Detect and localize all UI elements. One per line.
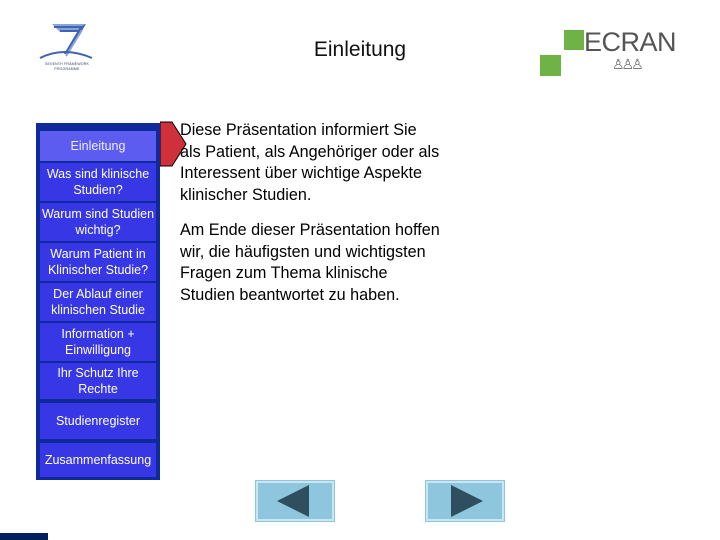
intro-paragraph: Diese Präsentation informiert Sie als Patient, als Angehöriger oder als Interessent über wichtige Aspekte klinischer Studien.	[180, 121, 440, 204]
sidebar-item-zusammenfassung[interactable]: Zusammenfassung	[40, 443, 156, 477]
ecran-logo	[540, 27, 677, 82]
page-title: Einleitung	[313, 38, 407, 61]
ecran-square-large	[564, 30, 584, 50]
next-button[interactable]	[425, 480, 505, 522]
content-text	[180, 120, 440, 320]
sidebar-item-was-sind-klinische-studien[interactable]: Was sind klinische Studien?	[40, 163, 156, 201]
ecran-square-small	[540, 55, 561, 76]
sidebar-item-studienregister[interactable]: Studienregister	[40, 403, 156, 439]
people-figures-icon: ♙♙♙	[612, 56, 641, 72]
sidebar-item-ablauf[interactable]: Der Ablauf einer klinischen Studie	[40, 283, 156, 321]
corner-bar	[0, 533, 48, 540]
triangle-right-icon	[425, 480, 505, 522]
sidebar-item-einleitung[interactable]: Einleitung	[40, 131, 156, 161]
closing-paragraph: Am Ende dieser Präsentation hoffen wir, die häufigsten und wichtigsten Fragen zum Thema klinische Studien beantwortet zu haben.	[180, 221, 440, 304]
sidebar-item-warum-patient[interactable]: Warum Patient in Klinischer Studie?	[40, 243, 156, 281]
fp7-caption: SEVENTH FRAMEWORK PROGRAMME	[44, 62, 90, 71]
triangle-left-icon	[255, 480, 335, 522]
sidebar-item-information-einwilligung[interactable]: Information + Einwilligung	[40, 323, 156, 361]
ecran-logo-text: ECRAN	[584, 27, 677, 57]
sidebar-item-warum-sind-studien-wichtig[interactable]: Warum sind Studien wichtig?	[40, 203, 156, 241]
sidebar-nav	[36, 123, 160, 480]
sidebar-item-ihr-schutz[interactable]: Ihr Schutz Ihre Rechte	[40, 363, 156, 399]
previous-button[interactable]	[255, 480, 335, 522]
